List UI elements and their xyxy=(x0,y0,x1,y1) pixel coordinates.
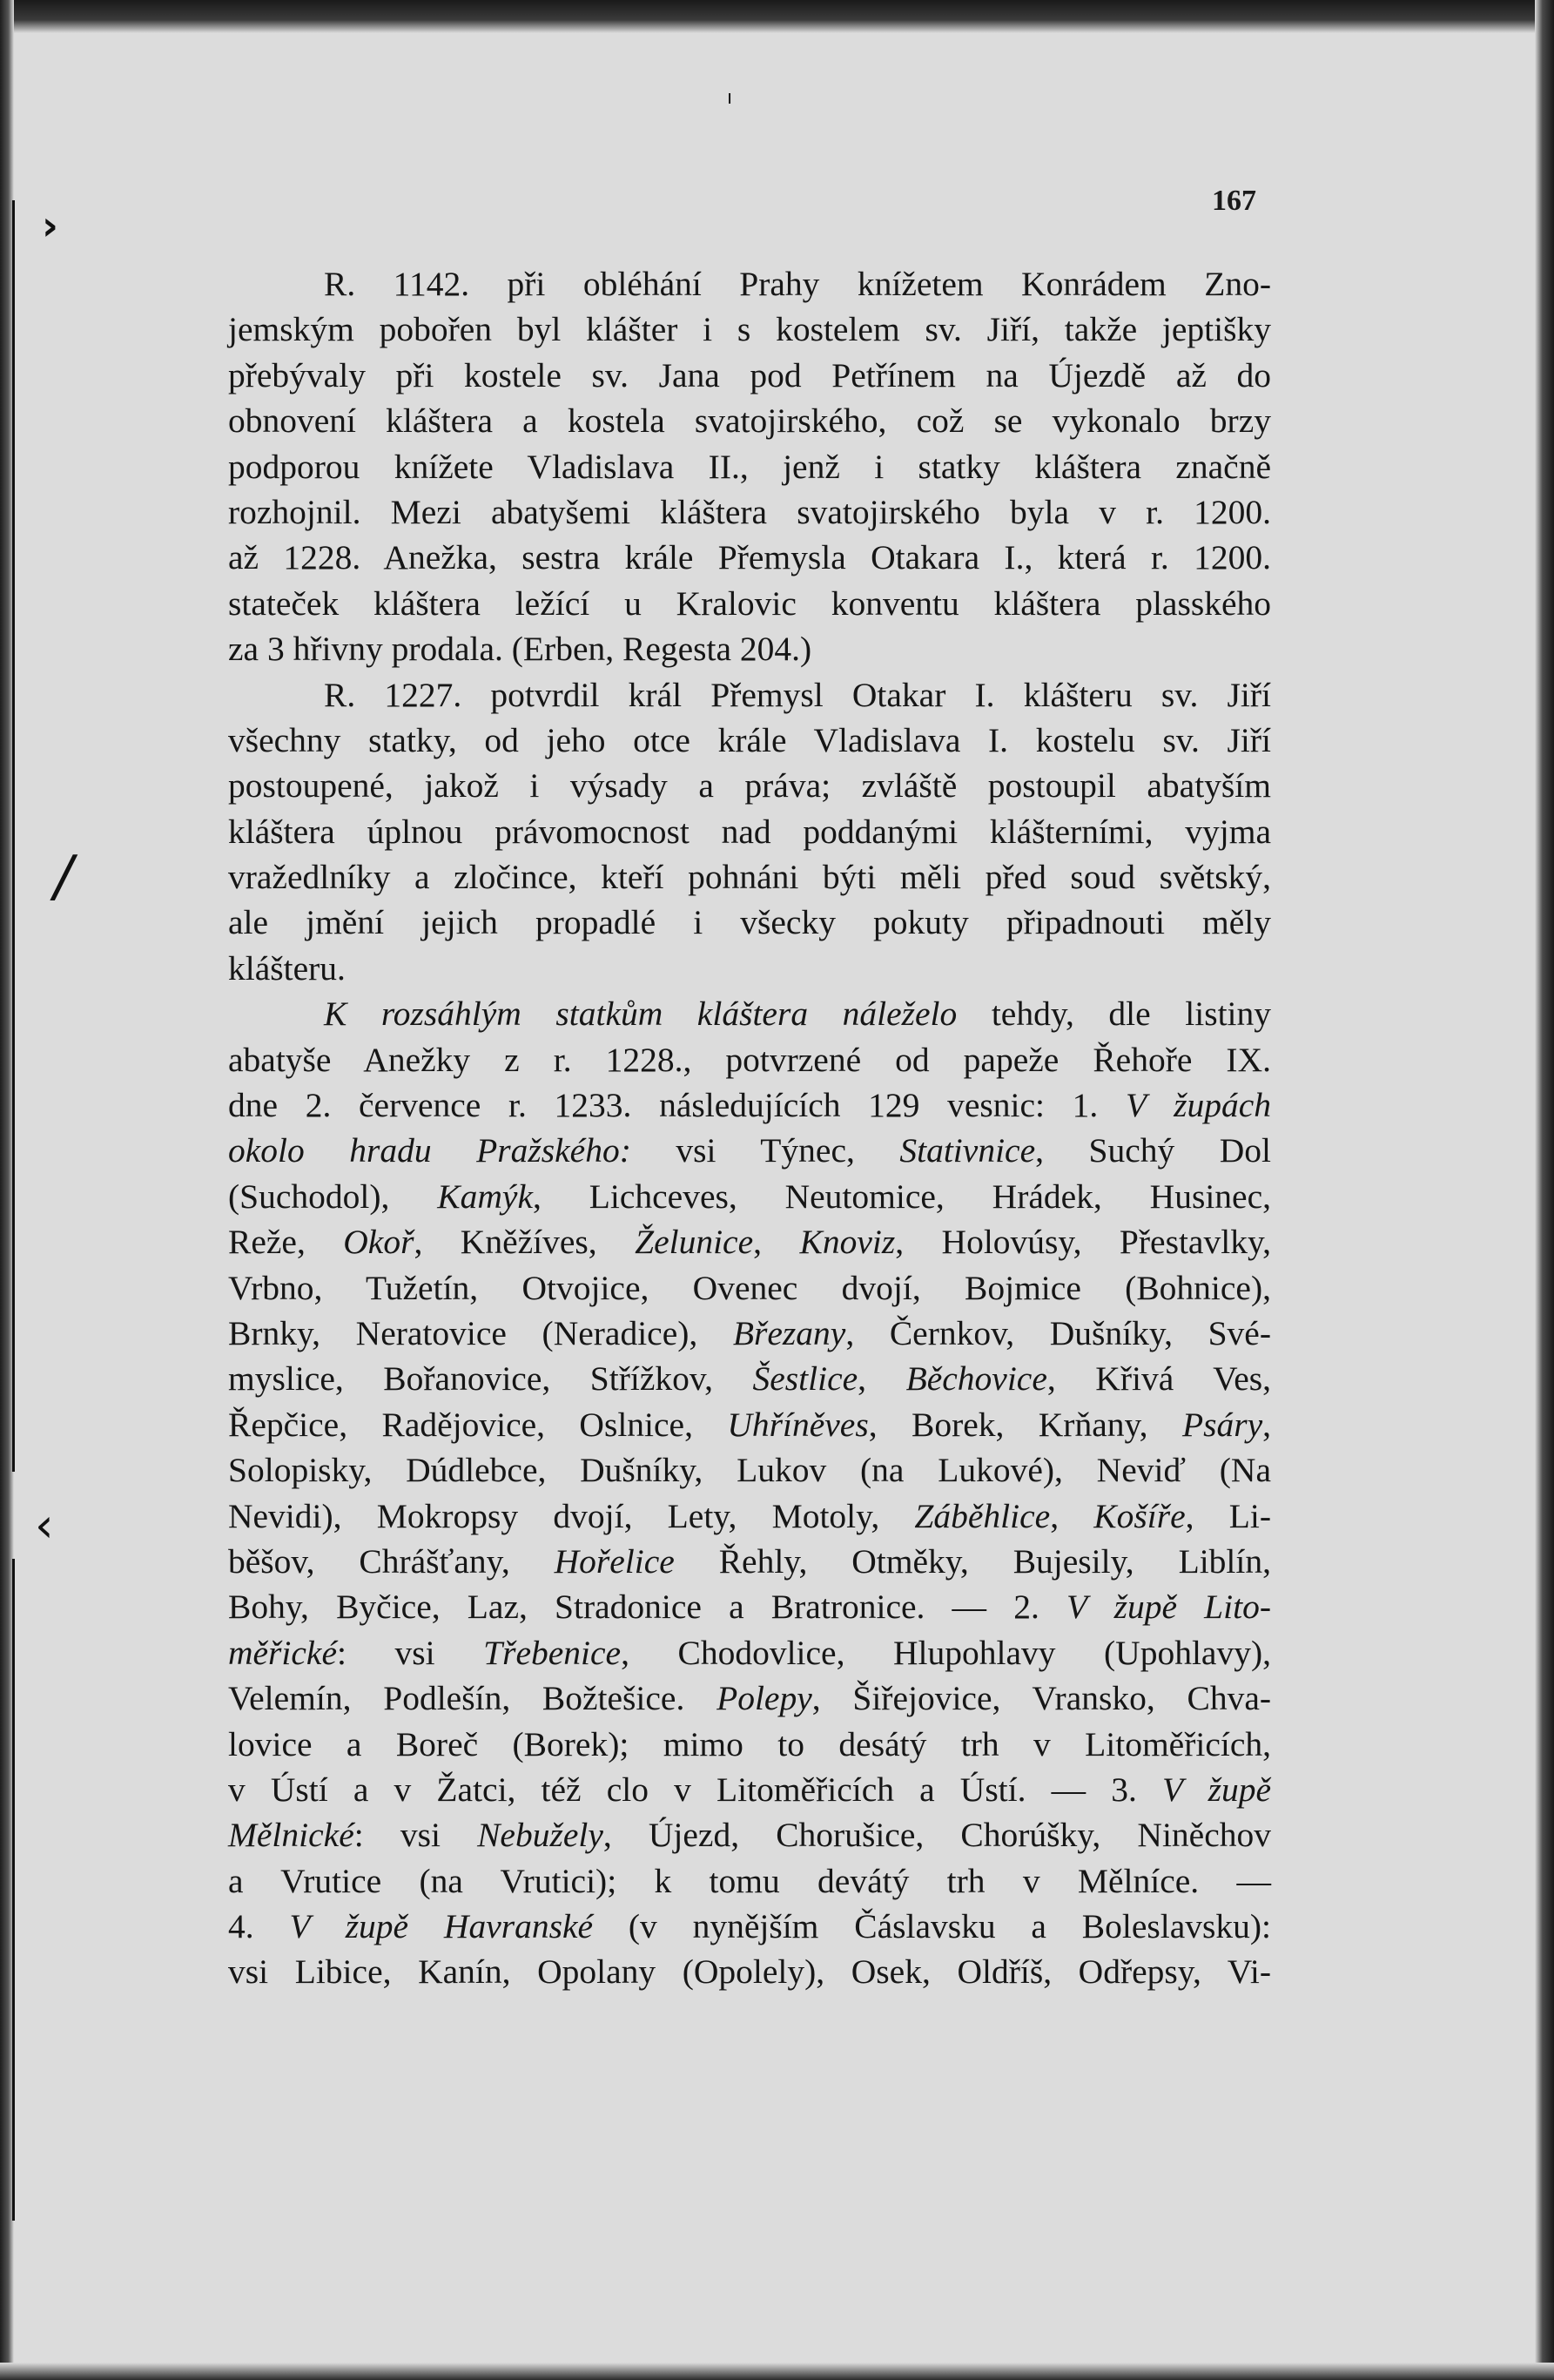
text-segment: R. 1227. potvrdil král Přemysl Otakar I. klášteru sv. Jiří xyxy=(324,675,1271,714)
text-segment: vražedlníky a zločince, kteří pohnáni býti měli před soud světský, xyxy=(228,858,1271,897)
italic-text: Šestlice xyxy=(752,1359,858,1399)
text-line xyxy=(228,1722,1271,1767)
text-line xyxy=(228,1812,1271,1857)
text-segment: , Šiřejovice, Vransko, Chva- xyxy=(811,1679,1271,1718)
scan-speck: ı xyxy=(727,87,733,109)
text-segment: Nevidi), Mokropsy dvojí, Lety, Motoly, xyxy=(228,1496,915,1535)
italic-text: Záběhlice xyxy=(914,1496,1051,1535)
text-line xyxy=(228,763,1271,808)
text-segment: tehdy, dle listiny xyxy=(957,994,1272,1034)
text-segment: Řehly, Otměky, Bujesily, Liblín, xyxy=(674,1541,1271,1581)
text-line xyxy=(228,809,1271,854)
text-line xyxy=(228,398,1271,443)
text-segment: a Vrutice (na Vrutici); k tomu devátý trh v Mělníce. — xyxy=(228,1861,1271,1900)
italic-text: V župě xyxy=(1162,1770,1271,1809)
text-line xyxy=(228,261,1271,307)
text-line xyxy=(228,1037,1271,1082)
text-segment: kláštera úplnou právomocnost nad poddanými klášterními, vyjma xyxy=(228,812,1271,851)
text-segment: , Suchý Dol xyxy=(1035,1131,1272,1170)
italic-text: K rozsáhlým statkům kláštera náleželo xyxy=(324,994,958,1034)
margin-line xyxy=(12,200,15,1472)
italic-text: Hořelice xyxy=(554,1541,675,1581)
italic-text: Stativnice xyxy=(899,1131,1036,1170)
italic-text: Třebenice xyxy=(483,1633,622,1672)
text-line xyxy=(228,1767,1271,1812)
italic-text: V župách xyxy=(1125,1086,1271,1125)
text-line xyxy=(228,444,1271,489)
text-segment: , Křivá Ves, xyxy=(1046,1359,1272,1399)
text-line xyxy=(228,581,1271,626)
text-line xyxy=(228,1356,1271,1401)
text-segment: stateček kláštera ležící u Kralovic konventu kláštera plasského xyxy=(228,583,1271,623)
text-line xyxy=(228,626,1271,671)
text-segment: : vsi xyxy=(337,1633,484,1672)
text-segment: myslice, Bořanovice, Střížkov, xyxy=(228,1359,753,1399)
text-segment: , Kněžíves, xyxy=(414,1223,636,1262)
text-line xyxy=(228,353,1271,398)
body-text xyxy=(228,261,1271,1995)
text-segment: podporou knížete Vladislava II., jenž i statky kláštera značně xyxy=(228,447,1271,486)
text-segment: (Suchodol), xyxy=(228,1177,438,1216)
text-line xyxy=(228,718,1271,763)
text-segment: obnovení kláštera a kostela svatojirského, což se vykonalo brzy xyxy=(228,401,1271,441)
text-line xyxy=(228,946,1271,991)
text-segment: přebývaly při kostele sv. Jana pod Petřínem na Újezdě až do xyxy=(228,355,1271,394)
italic-text: Psáry xyxy=(1181,1405,1263,1444)
text-segment: , Holovúsy, Přestavlky, xyxy=(895,1223,1271,1262)
text-segment: Řepčice, Radějovice, Oslnice, xyxy=(228,1405,728,1444)
text-segment: rozhojnil. Mezi abatyšemi kláštera svatojirského byla v r. 1200. xyxy=(228,492,1271,531)
text-segment: Vrbno, Tužetín, Otvojice, Ovenec dvojí, Bojmice (Bohnice), xyxy=(228,1268,1271,1307)
text-segment: za 3 hřivny prodala. (Erben, Regesta 204.) xyxy=(228,630,812,669)
text-segment: , xyxy=(753,1223,800,1262)
text-line xyxy=(228,1447,1271,1493)
italic-text: Kamýk xyxy=(437,1177,533,1216)
text-line xyxy=(228,1174,1271,1219)
text-segment: R. 1142. při obléhání Prahy knížetem Konrádem Zno- xyxy=(324,265,1271,303)
text-line xyxy=(228,1311,1271,1356)
margin-mark: › xyxy=(42,202,58,249)
text-line xyxy=(228,1128,1271,1173)
margin-mark: ‹ xyxy=(35,1498,54,1553)
text-line xyxy=(228,854,1271,900)
scan-border-bottom xyxy=(0,2363,1554,2380)
italic-text: Mělnické xyxy=(228,1816,354,1855)
text-line xyxy=(228,1858,1271,1904)
text-line xyxy=(228,1402,1271,1447)
italic-text: měřické xyxy=(228,1633,337,1672)
text-segment: : vsi xyxy=(353,1816,478,1855)
text-line xyxy=(228,1949,1271,1994)
italic-text: Březany xyxy=(732,1313,846,1352)
text-segment: , Borek, Krňany, xyxy=(868,1405,1182,1444)
text-segment: Solopisky, Dúdlebce, Dušníky, Lukov (na Lukové), Neviď (Na xyxy=(228,1451,1271,1490)
italic-text: Košíře xyxy=(1093,1496,1186,1535)
italic-text: V župě Lito- xyxy=(1066,1588,1271,1627)
text-line xyxy=(228,535,1271,580)
page-number: 167 xyxy=(1212,185,1256,217)
text-line xyxy=(228,1904,1271,1949)
text-segment: abatyše Anežky z r. 1228., potvrzené od papeže Řehoře IX. xyxy=(228,1040,1271,1079)
text-segment: , Chodovlice, Hlupohlavy (Upohlavy), xyxy=(621,1633,1271,1672)
text-segment: dne 2. července r. 1233. následujících 129 vesnic: 1. xyxy=(228,1086,1126,1125)
text-line xyxy=(228,1539,1271,1584)
italic-text: Želunice xyxy=(635,1223,754,1262)
italic-text: V župě Havranské xyxy=(289,1907,594,1946)
text-segment: , xyxy=(858,1359,906,1399)
italic-text: Knoviz xyxy=(799,1223,896,1262)
scan-border-right xyxy=(1535,0,1554,2380)
margin-line xyxy=(12,1559,15,2221)
text-segment: Reže, xyxy=(228,1223,344,1262)
text-segment: vsi Týnec, xyxy=(630,1131,900,1170)
text-segment: jemským pobořen byl klášter i s kostelem sv. Jiří, takže jeptišky xyxy=(228,310,1271,349)
text-segment: , xyxy=(1050,1496,1094,1535)
text-segment: až 1228. Anežka, sestra krále Přemysla Otakara I., která r. 1200. xyxy=(228,538,1271,577)
text-line xyxy=(228,1265,1271,1311)
text-segment: všechny statky, od jeho otce krále Vladislava I. kostelu sv. Jiří xyxy=(228,720,1271,759)
text-segment: , Lichceves, Neutomice, Hrádek, Husinec, xyxy=(532,1177,1271,1216)
text-line xyxy=(228,672,1271,718)
italic-text: Běchovice xyxy=(905,1359,1047,1399)
text-segment: , Černkov, Dušníky, Své- xyxy=(845,1313,1271,1352)
text-segment: 4. xyxy=(228,1907,290,1946)
text-line xyxy=(228,1584,1271,1629)
margin-mark: / xyxy=(54,845,73,909)
text-line xyxy=(228,1675,1271,1721)
text-segment: postoupené, jakož i výsady a práva; zvláště postoupil abatyším xyxy=(228,766,1271,806)
text-segment: Brnky, Neratovice (Neradice), xyxy=(228,1313,733,1352)
italic-text: Uhříněves xyxy=(727,1405,869,1444)
text-line xyxy=(228,900,1271,945)
text-segment: klášteru. xyxy=(228,948,346,988)
text-line xyxy=(228,489,1271,535)
text-segment: ale jmění jejich propadlé i všecky pokuty připadnouti měly xyxy=(228,903,1271,942)
text-segment: v Ústí a v Žatci, též clo v Litoměřicích a Ústí. — 3. xyxy=(228,1770,1163,1809)
italic-text: Nebužely xyxy=(477,1816,603,1855)
text-line xyxy=(228,1219,1271,1264)
text-segment: , Újezd, Chorušice, Chorúšky, Niněchov xyxy=(602,1816,1271,1855)
text-segment: běšov, Chrášťany, xyxy=(228,1541,555,1581)
text-line xyxy=(228,991,1271,1036)
text-segment: (v nynějším Čáslavsku a Boleslavsku): xyxy=(593,1907,1272,1946)
italic-text: okolo hradu Pražského: xyxy=(228,1131,631,1170)
text-segment: Bohy, Byčice, Laz, Stradonice a Bratronice. — 2. xyxy=(228,1588,1067,1627)
text-line xyxy=(228,307,1271,352)
text-segment: , Li- xyxy=(1185,1496,1271,1535)
text-line xyxy=(228,1493,1271,1539)
text-line xyxy=(228,1630,1271,1675)
text-segment: Velemín, Podlešín, Božtešice. xyxy=(228,1679,717,1718)
scan-border-top xyxy=(0,0,1554,33)
italic-text: Okoř xyxy=(343,1223,414,1262)
text-line xyxy=(228,1082,1271,1128)
italic-text: Polepy xyxy=(716,1679,812,1718)
text-segment: , xyxy=(1262,1405,1271,1444)
text-segment: lovice a Boreč (Borek); mimo to desátý trh v Litoměřicích, xyxy=(228,1724,1271,1763)
text-segment: vsi Libice, Kanín, Opolany (Opolely), Osek, Oldříš, Odřepsy, Vi- xyxy=(228,1952,1271,1992)
